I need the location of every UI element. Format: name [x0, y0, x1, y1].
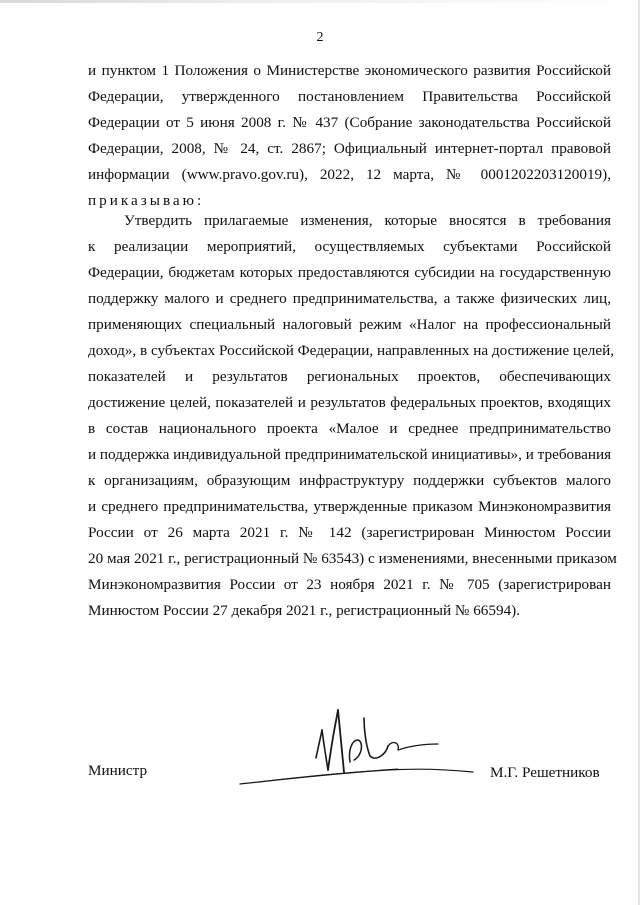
text-line: в состав национального проекта «Малое и среднее предпринимательство	[88, 420, 611, 437]
text-line: России от 26 марта 2021 г. № 142 (зарегистрирован Минюстом России	[88, 524, 611, 541]
text-line: к реализации мероприятий, осуществляемых субъектами Российской	[88, 238, 611, 255]
text-line: доход», в субъектах Российской Федерации, направленных на достижение целей,	[88, 342, 615, 359]
text-line: Минюстом России 27 декабря 2021 г., регистрационный № 66594).	[88, 602, 521, 619]
text-line: и пунктом 1 Положения о Министерстве экономического развития Российской	[88, 62, 611, 79]
text-line: к организациям, образующим инфраструктуру поддержки субъектов малого	[88, 472, 611, 489]
handwritten-signature-icon	[238, 700, 488, 795]
text-line: поддержку малого и среднего предпринимательства, а также физических лиц,	[88, 290, 611, 307]
page-number: 2	[316, 30, 324, 45]
text-line: информации (www.pravo.gov.ru), 2022, 12 марта, № 0001202203120019),	[88, 166, 611, 183]
text-line: Минэкономразвития России от 23 ноября 2021 г. № 705 (зарегистрирован	[88, 576, 611, 593]
text-line: Федерации от 5 июня 2008 г. № 437 (Собрание законодательства Российской	[88, 114, 611, 131]
text-line: Федерации, бюджетам которых предоставляются субсидии на государственную	[88, 264, 611, 281]
text-line: применяющих специальный налоговый режим «Налог на профессиональный	[88, 316, 611, 333]
paragraph-order-text	[88, 208, 617, 624]
text-line: и среднего предпринимательства, утвержденные приказом Минэкономразвития	[88, 498, 611, 515]
text-line: и поддержка индивидуальной предпринимательской инициативы», и требования	[88, 446, 612, 463]
text-line: Федерации, утвержденного постановлением Правительства Российской	[88, 88, 611, 105]
paragraph-legal-basis	[88, 58, 611, 214]
scan-edge-top	[0, 0, 640, 3]
text-line: Утвердить прилагаемые изменения, которые вносятся в требования	[124, 212, 611, 229]
signer-position: Министр	[88, 762, 148, 779]
text-line: достижение целей, показателей и результатов федеральных проектов, входящих	[88, 394, 611, 411]
text-line: 20 мая 2021 г., регистрационный № 63543) с изменениями, внесенными приказом	[88, 550, 617, 567]
text-line: показателей и результатов региональных проектов, обеспечивающих	[88, 368, 611, 385]
text-line: Федерации, 2008, № 24, ст. 2867; Официальный интернет-портал правовой	[88, 140, 611, 157]
signer-name: М.Г. Решетников	[490, 764, 600, 781]
order-word: приказываю:	[88, 192, 205, 209]
